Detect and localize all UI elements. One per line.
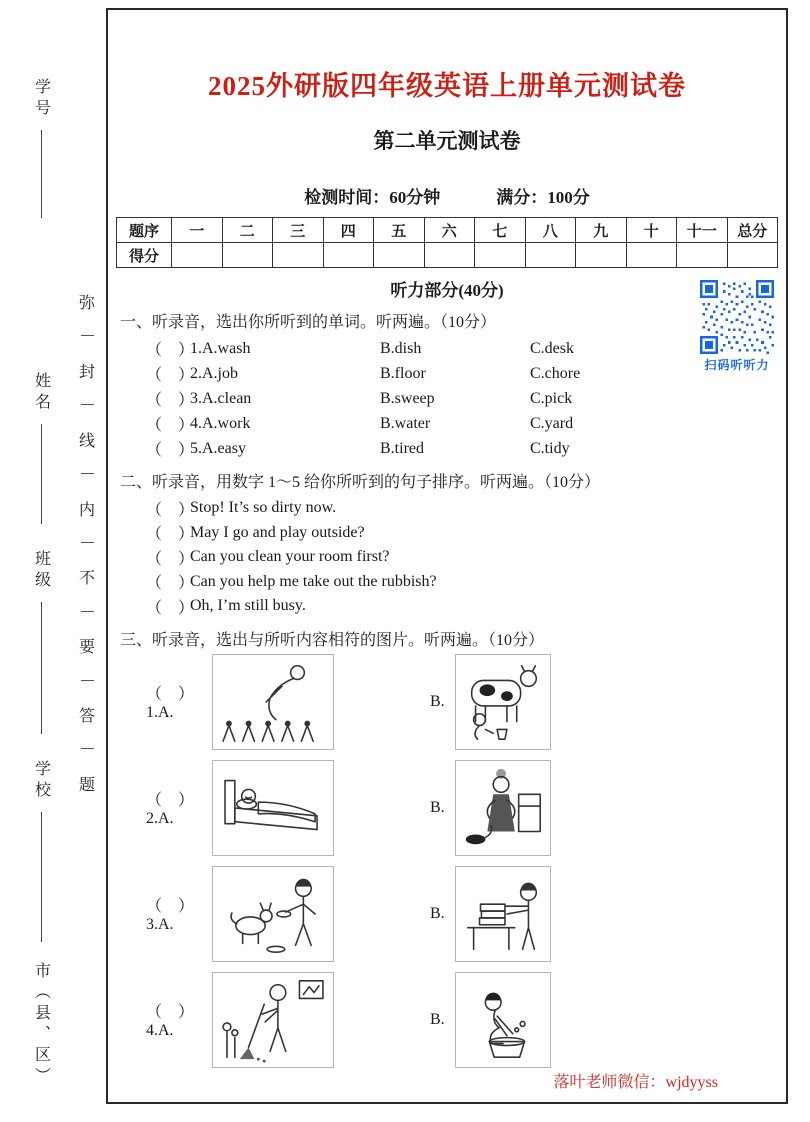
teacher-wechat-note: 落叶老师微信：wjdyyss bbox=[553, 1074, 718, 1091]
option-a-label: 4.A. bbox=[146, 1022, 174, 1039]
score-label: 得分 bbox=[117, 243, 172, 268]
part3-item bbox=[146, 654, 786, 750]
answer-bracket: （ ） bbox=[146, 501, 195, 519]
option-c: C.pick bbox=[530, 389, 573, 407]
answer-bracket: （ ） bbox=[146, 575, 195, 593]
option-c: C.chore bbox=[530, 364, 581, 382]
answer-bracket: （ ） bbox=[146, 392, 195, 409]
score-cell bbox=[576, 243, 627, 268]
answer-bracket: （ ） bbox=[146, 526, 195, 544]
part2-item bbox=[146, 570, 786, 595]
seal-char: 不 bbox=[78, 570, 95, 588]
part1-heading: 一、听录音，选出你所听到的单词。听两遍。（10分） bbox=[120, 314, 497, 331]
qr-caption: 扫码听听力 bbox=[704, 358, 770, 372]
option-a-label: 2.A. bbox=[146, 810, 174, 827]
column-header: 七 bbox=[475, 218, 526, 243]
option-a: 3.A.clean bbox=[190, 389, 252, 407]
part2-heading: 二、听录音，用数字 1～5 给你所听到的句子排序。听两遍。（10分） bbox=[120, 474, 601, 491]
question-order-label: 题序 bbox=[117, 218, 172, 243]
item-label bbox=[146, 893, 212, 934]
sentence: May I go and play outside? bbox=[190, 523, 365, 541]
image-person-washing-clothes bbox=[455, 972, 551, 1068]
option-b: B.sweep bbox=[380, 389, 435, 407]
sentence: Can you help me take out the rubbish? bbox=[190, 572, 437, 590]
seal-dash bbox=[81, 542, 94, 543]
field-class bbox=[28, 550, 54, 734]
part2-item bbox=[146, 594, 786, 619]
option-b-label: B. bbox=[430, 798, 445, 816]
part1-item bbox=[146, 436, 786, 461]
column-header: 三 bbox=[273, 218, 324, 243]
option-a: 2.A.job bbox=[190, 364, 238, 382]
qr-code-icon bbox=[700, 280, 774, 354]
part3-heading: 三、听录音，选出与所听内容相符的图片。听两遍。（10分） bbox=[120, 631, 545, 649]
seal-line bbox=[76, 290, 98, 795]
listening-section-title: 听力部分(40分) bbox=[390, 281, 504, 300]
exam-sheet bbox=[106, 8, 788, 1104]
image-person-sleeping-in-bed bbox=[212, 760, 334, 856]
score-cell bbox=[222, 243, 273, 268]
seal-dash bbox=[81, 473, 94, 474]
answer-bracket: （ ） bbox=[146, 417, 195, 434]
score-cell bbox=[273, 243, 324, 268]
image-person-milking-cow bbox=[455, 654, 551, 750]
item-label bbox=[146, 681, 212, 722]
part3-item bbox=[146, 866, 786, 962]
fill-in-line bbox=[41, 812, 42, 942]
answer-bracket: （ ） bbox=[146, 898, 195, 915]
score-cell bbox=[323, 243, 374, 268]
seal-dash bbox=[81, 748, 94, 749]
option-b: B.floor bbox=[380, 364, 426, 382]
part1-item bbox=[146, 361, 786, 386]
sentence: Can you clean your room first? bbox=[190, 548, 390, 566]
answer-bracket: （ ） bbox=[146, 686, 195, 703]
column-header: 五 bbox=[374, 218, 425, 243]
part2-item bbox=[146, 545, 786, 570]
column-header: 八 bbox=[525, 218, 576, 243]
score-cell bbox=[525, 243, 576, 268]
option-c: C.desk bbox=[530, 339, 574, 357]
seal-char: 线 bbox=[78, 432, 95, 450]
seal-char: 要 bbox=[78, 639, 95, 657]
answer-bracket: （ ） bbox=[146, 792, 195, 809]
time-limit: 检测时间：60分钟 bbox=[304, 188, 441, 207]
field-name-label: 姓名 bbox=[32, 372, 50, 414]
option-a: 1.A.wash bbox=[190, 339, 251, 357]
exam-info bbox=[108, 183, 786, 208]
score-table-header-row bbox=[117, 218, 778, 243]
option-b-label: B. bbox=[430, 1010, 445, 1028]
score-cell bbox=[727, 243, 778, 268]
image-boy-feeding-dog bbox=[212, 866, 334, 962]
option-b-label: B. bbox=[430, 904, 445, 922]
option-b: B.water bbox=[380, 414, 431, 432]
column-header: 一 bbox=[172, 218, 223, 243]
seal-dash bbox=[81, 680, 94, 681]
option-c: C.tidy bbox=[530, 439, 570, 457]
score-cell bbox=[626, 243, 677, 268]
seal-char: 答 bbox=[78, 708, 95, 726]
score-cell bbox=[475, 243, 526, 268]
answer-bracket: （ ） bbox=[146, 367, 195, 384]
fill-in-line bbox=[41, 130, 42, 218]
field-name bbox=[28, 372, 54, 524]
column-header: 四 bbox=[323, 218, 374, 243]
part2-item bbox=[146, 521, 786, 546]
page-title: 2025外研版四年级英语上册单元测试卷 bbox=[208, 71, 686, 101]
sentence: Oh, I’m still busy. bbox=[190, 597, 306, 615]
column-header: 九 bbox=[576, 218, 627, 243]
option-c: C.yard bbox=[530, 414, 574, 432]
part1-item bbox=[146, 336, 786, 361]
answer-bracket: （ ） bbox=[146, 599, 195, 617]
column-header: 十 bbox=[626, 218, 677, 243]
answer-bracket: （ ） bbox=[146, 342, 195, 359]
field-school-label: 学校 bbox=[32, 760, 50, 802]
score-cell bbox=[677, 243, 728, 268]
unit-subtitle: 第二单元测试卷 bbox=[373, 129, 521, 153]
image-grandma-with-cat bbox=[455, 760, 551, 856]
option-a-label: 3.A. bbox=[146, 916, 174, 933]
score-cell bbox=[172, 243, 223, 268]
item-label bbox=[146, 999, 212, 1040]
part2-item bbox=[146, 496, 786, 521]
listening-qr-block bbox=[696, 280, 778, 373]
part1-item bbox=[146, 386, 786, 411]
option-a-label: 1.A. bbox=[146, 704, 174, 721]
answer-bracket: （ ） bbox=[146, 550, 195, 568]
seal-char: 题 bbox=[78, 776, 95, 794]
option-b: B.tired bbox=[380, 439, 424, 457]
item-label bbox=[146, 787, 212, 828]
field-city-county bbox=[28, 962, 54, 1088]
seal-char: 封 bbox=[78, 363, 95, 381]
fill-in-line bbox=[41, 602, 42, 734]
column-header: 十一 bbox=[677, 218, 728, 243]
score-cell bbox=[424, 243, 475, 268]
option-a: 4.A.work bbox=[190, 414, 251, 432]
column-header: 六 bbox=[424, 218, 475, 243]
answer-bracket: （ ） bbox=[146, 1004, 195, 1021]
seal-char: 弥 bbox=[78, 295, 95, 312]
fill-in-line bbox=[41, 424, 42, 524]
full-score: 满分：100分 bbox=[496, 188, 590, 207]
score-table bbox=[116, 217, 778, 268]
option-b-label: B. bbox=[430, 692, 445, 710]
score-table-score-row bbox=[117, 243, 778, 268]
sentence: Stop! It’s so dirty now. bbox=[190, 499, 337, 517]
image-girl-stacking-books bbox=[455, 866, 551, 962]
seal-dash bbox=[81, 335, 94, 336]
field-class-label: 班级 bbox=[32, 550, 50, 592]
column-header: 二 bbox=[222, 218, 273, 243]
column-header: 总分 bbox=[727, 218, 778, 243]
part3-item bbox=[146, 972, 786, 1068]
option-b: B.dish bbox=[380, 339, 422, 357]
score-cell bbox=[374, 243, 425, 268]
field-city-county-label: 市（县、区） bbox=[32, 962, 50, 1088]
part3-item bbox=[146, 760, 786, 856]
seal-dash bbox=[81, 611, 94, 612]
answer-bracket: （ ） bbox=[146, 442, 195, 459]
field-school bbox=[28, 760, 54, 942]
field-student-id bbox=[28, 78, 54, 218]
image-person-sweeping-floor bbox=[212, 972, 334, 1068]
option-a: 5.A.easy bbox=[190, 439, 246, 457]
part1-item bbox=[146, 411, 786, 436]
image-person-gardening bbox=[212, 654, 334, 750]
field-student-id-label: 学号 bbox=[32, 78, 50, 120]
seal-char: 内 bbox=[78, 501, 95, 519]
seal-dash bbox=[81, 404, 94, 405]
